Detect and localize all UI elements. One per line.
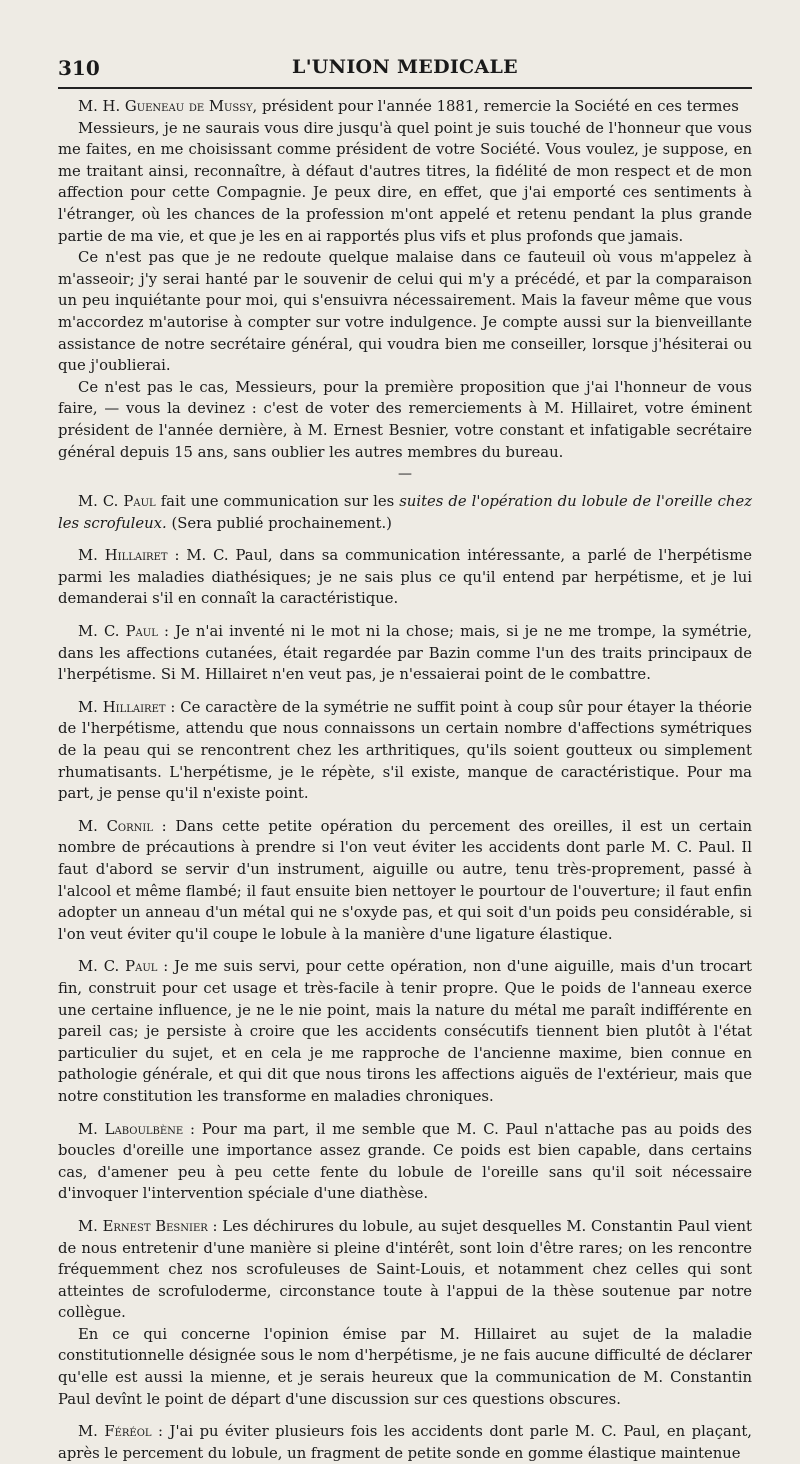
page-number: 310	[58, 56, 100, 80]
section-separator: —	[398, 466, 412, 483]
paragraph-text: fait une communication sur les	[155, 493, 400, 511]
speaker-name: M. Ernest Besnier :	[78, 1217, 218, 1235]
paragraph-text: J'ai pu éviter plusieurs fois les accidents dont parle M. C. Paul, en plaçant, après le percement du lobule, un fragment de petite sonde en gomme élastique maintenue	[58, 1423, 752, 1462]
speaker-name: M. Hillairet :	[78, 547, 180, 565]
paragraph-text: Je n'ai inventé ni le mot ni la chose; mais, si je ne me trompe, la symétrie, dans les affections cutanées, était regardée par Bazin comme l'un des traits principaux de l'herpétisme. Si M. Hillairet n'en veut pas, je n'essaierai point de le combattre.	[58, 623, 752, 684]
paragraph-text: Les déchirures du lobule, au sujet desquelles M. Constantin Paul vient de nous entretenir d'une manière si pleine d'intérêt, sont loin d'être rares; on les rencontre fréquemment chez nos scrofuleuses de Saint-Louis, et notamment chez celles qui sont atteintes de scrofuloderme, circonstance toute à l'appui de la thèse soutenue par notre collègue.	[58, 1217, 753, 1322]
paragraph-text: Dans cette petite opération du percement des oreilles, il est un certain nombre de précautions à prendre si l'on veut éviter les accidents dont parle M. C. Paul. Il faut d'abord se servir d'un instrument, aiguille ou autre, tenu très-proprement, passé à l'alcool et même flambé; il faut ensuite bien nettoyer le pourtour de l'ouverture; il faut enfin adopter un anneau d'un métal qui ne s'oxyde pas, et qui soit d'un poids peu considérable, si l'on veut éviter qu'il coupe le lobule à la manière d'une ligature élastique.	[58, 817, 752, 943]
paragraph-text: Ce caractère de la symétrie ne suffit point à coup sûr pour étayer la théorie de l'herpétisme, attendu que nous connaissons un certain nombre d'affections symétriques de la peau qui se rencontrent chez les arthritiques, qu'ils soient goutteux ou simplement rhumatisants. L'herpétisme, je le répète, s'il existe, manque de caractéristique. Pour ma part, je pense qu'il n'existe point.	[58, 698, 752, 803]
paragraph-speech-1	[58, 118, 752, 248]
paragraph-paul-1	[58, 621, 752, 686]
paragraph-paul-communication	[58, 491, 752, 534]
page-body	[58, 96, 752, 1464]
spacer	[58, 1205, 752, 1216]
spacer	[58, 945, 752, 956]
spacer	[58, 610, 752, 621]
spacer	[58, 805, 752, 816]
paragraph-text: Je me suis servi, pour cette opération, non d'une aiguille, mais d'un trocart fin, construit pour cet usage et très-facile à tenir propre. Que le poids de l'anneau exerce une certaine influence, je ne le nie point, mais la nature du métal me paraît indifférente en pareil cas; je persiste à croire que les accidents consécutifs tiennent bien plutôt à l'état particulier du sujet, et en cela je me rapproche de l'ancienne maxime, bien connue en pathologie générale, et qui dit que nous tirons les affections aiguës de l'extérieur, mais que notre constitution les transforme en maladies chroniques.	[58, 958, 752, 1105]
speaker-name: M. C. Paul	[78, 493, 156, 511]
spacer	[58, 1410, 752, 1421]
paragraph-besnier-1	[58, 1216, 752, 1324]
paragraph-fereol	[58, 1421, 752, 1464]
paragraph-text: Ce n'est pas le cas, Messieurs, pour la première proposition que j'ai l'honneur de vous faire, — vous la devinez : c'est de voter des remerciements à M. Hillairet, votre éminent président de l'année dernière, à M. Ernest Besnier, votre constant et infatigable secrétaire général depuis 15 ans, sans oublier les autres membres du bureau.	[58, 378, 752, 461]
paragraph-text: Ce n'est pas que je ne redoute quelque malaise dans ce fauteuil où vous m'appelez à m'asseoir; j'y serai hanté par le souvenir de celui qui m'y a précédé, et par la comparaison un peu inquiétante pour moi, qui s'ensuivra nécessairement. Mais la faveur même que vous m'accordez m'autorise à compter sur votre indulgence. Je compte aussi sur la bienveillante assistance de notre secrétaire général, qui voudra bien me conseiller, lorsque j'hésiterai ou que j'oublierai.	[58, 249, 752, 375]
paragraph-text: M. C. Paul, dans sa communication intéressante, a parlé de l'herpétisme parmi les maladies diathésiques; je ne sais plus ce qu'il entend par herpétisme, et je lui demanderai s'il en connaît la caractéristique.	[58, 547, 752, 608]
speaker-name: M. Féréol :	[78, 1423, 164, 1441]
speaker-name: M. C. Paul :	[78, 623, 169, 641]
paragraph-speech-3	[58, 377, 752, 463]
paragraph-text: En ce qui concerne l'opinion émise par M. Hillairet au sujet de la maladie constitutionnelle désignée sous le nom d'herpétisme, je ne fais aucune difficulté de déclarer qu'elle est aussi la mienne, et je serais heureux que la communication de M. Constantin Paul devînt le point de départ d'une discussion sur ces questions obscures.	[58, 1325, 752, 1408]
paragraph-text: Messieurs, je ne saurais vous dire jusqu'à quel point je suis touché de l'honneur que vous me faites, en me choisissant comme président de votre Société. Vous voulez, je suppose, en me traitant ainsi, reconnaître, à défaut d'autres titres, la fidélité de mon respect et de mon affection pour cette Compagnie. Je peux dire, en effet, que j'ai emporté ces sentiments à l'étranger, où les chances de la profession m'ont appelé et retenu pendant la plus grande partie de ma vie, et que je les en ai rapportés plus vifs et plus profonds que jamais.	[58, 119, 752, 245]
spacer	[58, 1108, 752, 1119]
paragraph-laboulbene	[58, 1119, 752, 1205]
paragraph-paul-2	[58, 956, 752, 1107]
header-rule	[58, 87, 752, 89]
paragraph-hillairet-2	[58, 697, 752, 805]
paragraph-hillairet-1	[58, 545, 752, 610]
speaker-name: M. Hillairet :	[78, 698, 176, 716]
page-header	[58, 0, 752, 86]
paragraph-president-intro	[58, 96, 752, 118]
running-title: L'UNION MEDICALE	[292, 56, 518, 78]
speaker-name: M. H. Gueneau de Mussy,	[78, 98, 258, 115]
paragraph-text: (Sera publié prochainement.)	[166, 514, 392, 532]
spacer	[58, 686, 752, 697]
paragraph-text: Pour ma part, il me semble que M. C. Paul n'attache pas au poids des boucles d'oreille une importance assez grande. Ce poids est bien capable, dans certains cas, d'amener peu à peu cette fente du lobule de l'oreille sans qu'il soit nécessaire d'invoquer l'intervention spéciale d'une diathèse.	[58, 1120, 752, 1203]
speaker-name: M. Laboulbène :	[78, 1120, 196, 1138]
paragraph-cornil	[58, 816, 752, 946]
spacer	[58, 534, 752, 545]
paragraph-besnier-2	[58, 1324, 752, 1410]
paragraph-speech-2	[58, 247, 752, 377]
paragraph-text: président pour l'année 1881, remercie la Société en ces termes	[257, 98, 739, 115]
speaker-name: M. Cornil :	[78, 817, 167, 835]
communication-title: suites de l'opération du lobule de l'oreille chez les scrofuleux.	[58, 493, 752, 532]
speaker-name: M. C. Paul :	[78, 958, 169, 976]
